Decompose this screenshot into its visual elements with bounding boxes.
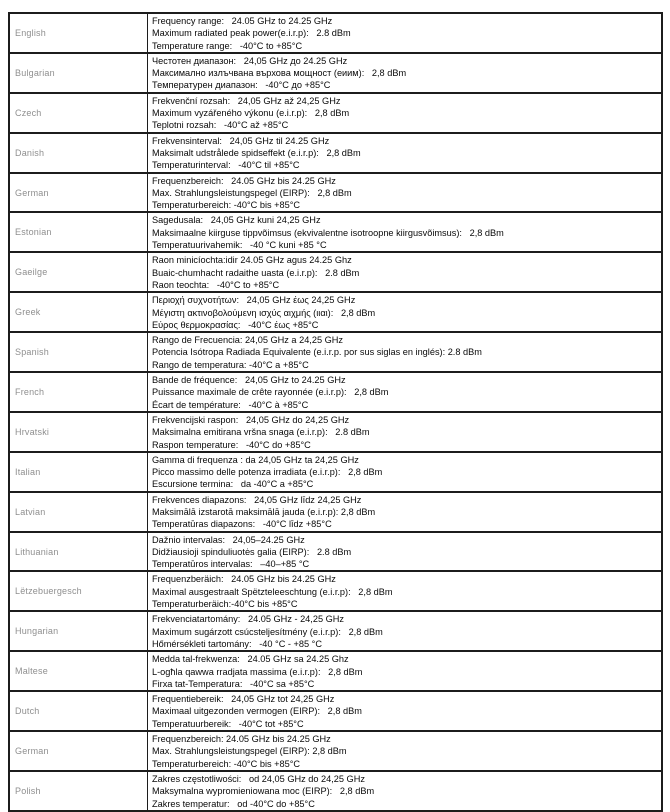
spec-line: Maksimālā izstarotā maksimālā jauda (e.i.r.p): 2,8 dBm	[152, 506, 376, 517]
spec-cell	[148, 651, 663, 691]
language-label: French	[9, 372, 148, 412]
spec-line: Frekvenciatartomány: 24.05 GHz - 24,25 GHz	[152, 614, 344, 625]
spec-line: Temperatuurbereik: -40°C tot +85°C	[152, 718, 304, 729]
spec-cell	[148, 731, 663, 771]
table-row	[9, 691, 662, 731]
language-label: Danish	[9, 133, 148, 173]
table-row	[9, 332, 662, 372]
spec-cell	[148, 412, 663, 452]
spec-line: Temperatūros intervalas: –40–+85 °C	[152, 559, 310, 570]
spec-line: Temperatūras diapazons: -40°C līdz +85°C	[152, 519, 332, 530]
spec-cell	[148, 532, 663, 572]
table-row	[9, 292, 662, 332]
spec-line: Maksimalna emitirana vršna snaga (e.i.r.p): 2.8 dBm	[152, 427, 370, 438]
table-row	[9, 212, 662, 252]
language-spec-table	[8, 12, 663, 812]
spec-line: Firxa tat-Temperatura: -40°C sa +85°C	[152, 678, 315, 689]
spec-line: Frequency range: 24.05 GHz to 24.25 GHz	[152, 16, 333, 26]
language-label: Estonian	[9, 212, 148, 252]
spec-cell	[148, 173, 663, 213]
language-label: Lëtzebuergesch	[9, 571, 148, 611]
spec-line: Didžiausioji spinduliuotės galia (EIRP): 2.8 dBm	[152, 546, 352, 557]
spec-cell	[148, 492, 663, 532]
spec-line: Temperaturinterval: -40°C til +85°C	[152, 160, 300, 171]
spec-cell	[148, 332, 663, 372]
spec-line: Temperaturberäich:-40°C bis +85°C	[152, 599, 298, 610]
table-row	[9, 492, 662, 532]
language-label: Hungarian	[9, 611, 148, 651]
language-label: Greek	[9, 292, 148, 332]
spec-line: Frekvenční rozsah: 24,05 GHz až 24,25 GHz	[152, 95, 341, 106]
spec-line: Μέγιστη ακτινοβολούμενη ισχύς αιχμής (ιιαι): 2,8 dBm	[152, 307, 376, 318]
spec-line: Rango de temperatura: -40°C a +85°C	[152, 359, 309, 370]
spec-line: Frekvensinterval: 24,05 GHz til 24.25 GHz	[152, 135, 330, 146]
spec-cell	[148, 53, 663, 93]
spec-line: Teplotni rozsah: -40°C až +85°C	[152, 120, 289, 131]
spec-line: Maksimaalne kiirguse tippvõimsus (ekvivalentne isotroopne kiirgusvõimsus): 2,8 dBm	[152, 227, 504, 238]
spec-line: Εύρος θερμοκρασίας: -40°C έως +85°C	[152, 319, 319, 330]
language-label: Lithuanian	[9, 532, 148, 572]
language-label: Dutch	[9, 691, 148, 731]
language-label: Spanish	[9, 332, 148, 372]
spec-line: Hőmérsékleti tartomány: -40 °C - +85 °C	[152, 638, 322, 649]
table-row	[9, 651, 662, 691]
language-label: Polish	[9, 771, 148, 811]
spec-line: Maximum radiated peak power(e.i.r.p): 2.8 dBm	[152, 28, 351, 39]
spec-line: Raspon temperature: -40°C do +85°C	[152, 439, 311, 450]
language-label: Bulgarian	[9, 53, 148, 93]
language-label: Latvian	[9, 492, 148, 532]
spec-line: Puissance maximale de crête rayonnée (e.i.r.p): 2,8 dBm	[152, 387, 389, 398]
spec-cell	[148, 292, 663, 332]
language-label: Italian	[9, 452, 148, 492]
spec-cell	[148, 13, 663, 53]
spec-line: Zakres częstotliwości: od 24,05 GHz do 24,25 GHz	[152, 773, 365, 784]
spec-line: Maximum vyzářeného výkonu (e.i.r.p): 2,8 dBm	[152, 108, 350, 119]
spec-line: Raon teochta: -40°C to +85°C	[152, 279, 280, 290]
table-row	[9, 13, 662, 53]
spec-line: Frequenzberäich: 24.05 GHz bis 24.25 GHz	[152, 574, 336, 585]
language-label: German	[9, 731, 148, 771]
language-label: Hrvatski	[9, 412, 148, 452]
spec-line: Potencia Isótropa Radiada Equivalente (e.i.r.p. por sus siglas en inglés): 2.8 dBm	[152, 347, 482, 358]
spec-line: Περιοχή συχνοτήτων: 24,05 GHz έως 24,25 GHz	[152, 295, 356, 306]
spec-line: Maximal ausgestraalt Spëtzteleeschtung (e.i.r.p): 2,8 dBm	[152, 586, 393, 597]
spec-line: Max. Strahlungsleistungspegel (EIRP): 2,8 dBm	[152, 187, 352, 198]
table-row	[9, 252, 662, 292]
spec-line: Rango de Frecuencia: 24,05 GHz a 24,25 GHz	[152, 335, 344, 346]
spec-line: Buaic-chumhacht radaithe uasta (e.i.r.p): 2.8 dBm	[152, 267, 360, 278]
spec-line: Zakres temperatur: od -40°C do +85°C	[152, 798, 315, 809]
language-label: Maltese	[9, 651, 148, 691]
spec-line: Maximum sugárzott csúcsteljesítmény (e.i.r.p): 2,8 dBm	[152, 626, 383, 637]
spec-line: Максимално излъчвана върхова мощност (еиим): 2,8 dBm	[152, 68, 407, 79]
table-row	[9, 771, 662, 811]
spec-line: Frequentiebereik: 24,05 GHz tot 24,25 GHz	[152, 694, 335, 705]
language-label: German	[9, 173, 148, 213]
spec-cell	[148, 571, 663, 611]
table-row	[9, 372, 662, 412]
spec-line: Maximaal uitgezonden vermogen (EIRP): 2,8 dBm	[152, 706, 362, 717]
spec-cell	[148, 93, 663, 133]
spec-line: Frekvencijski raspon: 24,05 GHz do 24,25 GHz	[152, 414, 350, 425]
spec-line: Temperatuurivahemik: -40 °C kuni +85 °C	[152, 240, 327, 251]
spec-cell	[148, 452, 663, 492]
spec-line: Честотен диапазон: 24,05 GHz до 24.25 GHz	[152, 55, 348, 66]
spec-line: Temperaturbereich: -40°C bis +85°C	[152, 758, 301, 769]
table-row	[9, 173, 662, 213]
spec-line: Bande de fréquence: 24,05 GHz to 24.25 GHz	[152, 375, 346, 386]
spec-cell	[148, 691, 663, 731]
language-label: Czech	[9, 93, 148, 133]
spec-cell	[148, 611, 663, 651]
spec-line: Medda tal-frekwenza: 24.05 GHz sa 24.25 Ghz	[152, 654, 349, 665]
spec-cell	[148, 372, 663, 412]
spec-cell	[148, 771, 663, 811]
spec-line: Gamma di frequenza : da 24,05 GHz ta 24,25 GHz	[152, 454, 359, 465]
table-row	[9, 93, 662, 133]
table-row	[9, 571, 662, 611]
spec-line: Temperature range: -40°C to +85°C	[152, 40, 303, 51]
spec-cell	[148, 212, 663, 252]
spec-line: Frequenzbereich: 24.05 GHz bis 24.25 GHz	[152, 734, 331, 745]
table-row	[9, 133, 662, 173]
spec-line: Max. Strahlungsleistungspegel (EIRP): 2,8 dBm	[152, 746, 347, 757]
language-label: Gaeilge	[9, 252, 148, 292]
spec-cell	[148, 252, 663, 292]
spec-line: Maksimalt udstrålede spidseffekt (e.i.r.p): 2,8 dBm	[152, 147, 361, 158]
table-row	[9, 452, 662, 492]
spec-line: Frequenzbereich: 24.05 GHz bis 24.25 GHz	[152, 175, 336, 186]
spec-line: Écart de température: -40°C à +85°C	[152, 399, 309, 410]
spec-line: Dažnio intervalas: 24,05–24.25 GHz	[152, 534, 305, 545]
table-row	[9, 532, 662, 572]
spec-line: Temperaturbereich: -40°C bis +85°C	[152, 200, 301, 211]
spec-line: Maksymalna wypromieniowana moc (EIRP): 2,8 dBm	[152, 786, 375, 797]
spec-line: Frekvences diapazons: 24,05 GHz līdz 24,25 GHz	[152, 494, 362, 505]
spec-line: Picco massimo delle potenza irradiata (e.i.r.p): 2,8 dBm	[152, 467, 383, 478]
spec-line: Raon minicíochta:idir 24.05 GHz agus 24.25 Ghz	[152, 255, 352, 266]
spec-line: Sagedusala: 24,05 GHz kuni 24,25 GHz	[152, 215, 321, 226]
table-row	[9, 731, 662, 771]
table-row	[9, 53, 662, 93]
spec-cell	[148, 133, 663, 173]
table-row	[9, 611, 662, 651]
table-row	[9, 412, 662, 452]
spec-line: Температурен диапазон: -40°C до +85°C	[152, 80, 331, 91]
language-label: English	[9, 13, 148, 53]
spec-line: L-ogħla qawwa rradjata massima (e.i.r.p): 2,8 dBm	[152, 666, 363, 677]
spec-line: Escursione termina: da -40°C a +85°C	[152, 479, 314, 490]
